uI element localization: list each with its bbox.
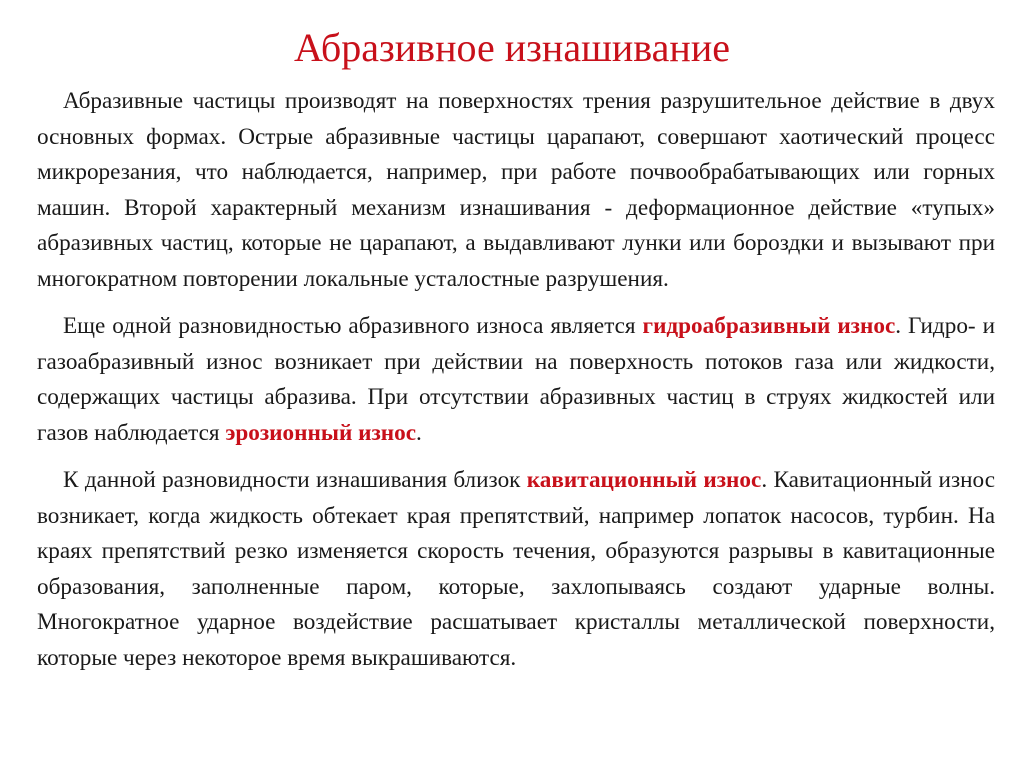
slide-title: Абразивное изнашивание <box>294 25 730 70</box>
paragraph-text: Еще одной разновидностью абразивного износа является <box>63 313 643 339</box>
term-erosion-wear: эрозионный износ <box>225 419 417 446</box>
paragraph-hydroabrasive <box>37 309 995 451</box>
paragraph-text: . <box>416 419 422 446</box>
paragraph-cavitation <box>37 463 995 676</box>
paragraph-text: Абразивные частицы производят на поверхностях трения разрушительное действие в двух основных формах. Острые абразивные частицы царапают, совершают хаотический процесс микрорезания, что наблюдается, например, при работе почвообрабатывающих или горных машин. Второй характерный механизм изнашивания - деформационное действие «тупых» абразивных частиц, которые не царапают, а выдавливают лунки или бороздки и вызывают при многократном повторении локальные усталостные разрушения. <box>37 88 995 292</box>
term-cavitation-wear: кавитационный износ <box>526 467 762 493</box>
paragraph-abrasive-particles <box>37 84 995 297</box>
paragraph-text: К данной разновидности изнашивания близок <box>63 467 527 493</box>
term-hydroabrasive-wear: гидроабразивный износ <box>642 313 896 339</box>
slide-body <box>37 84 995 676</box>
paragraph-text: . Кавитационный износ возникает, когда жидкость обтекает края препятствий, например лопаток насосов, турбин. На краях препятствий резко изменяется скорость течения, образуются разрывы в кавитационные образования, заполненные паром, которые, захлопываясь создают ударные волны. Многократное ударное воздействие расшатывает кристаллы металлической поверхности, которые через некоторое время выкрашиваются. <box>37 467 995 671</box>
paragraph-text: . Гидро- и газоабразивный износ возникает при действии на поверхность потоков газа или жидкости, содержащих частицы абразива. При отсутствии абразивных частиц в струях жидкостей или газов наблюдается <box>37 313 996 446</box>
